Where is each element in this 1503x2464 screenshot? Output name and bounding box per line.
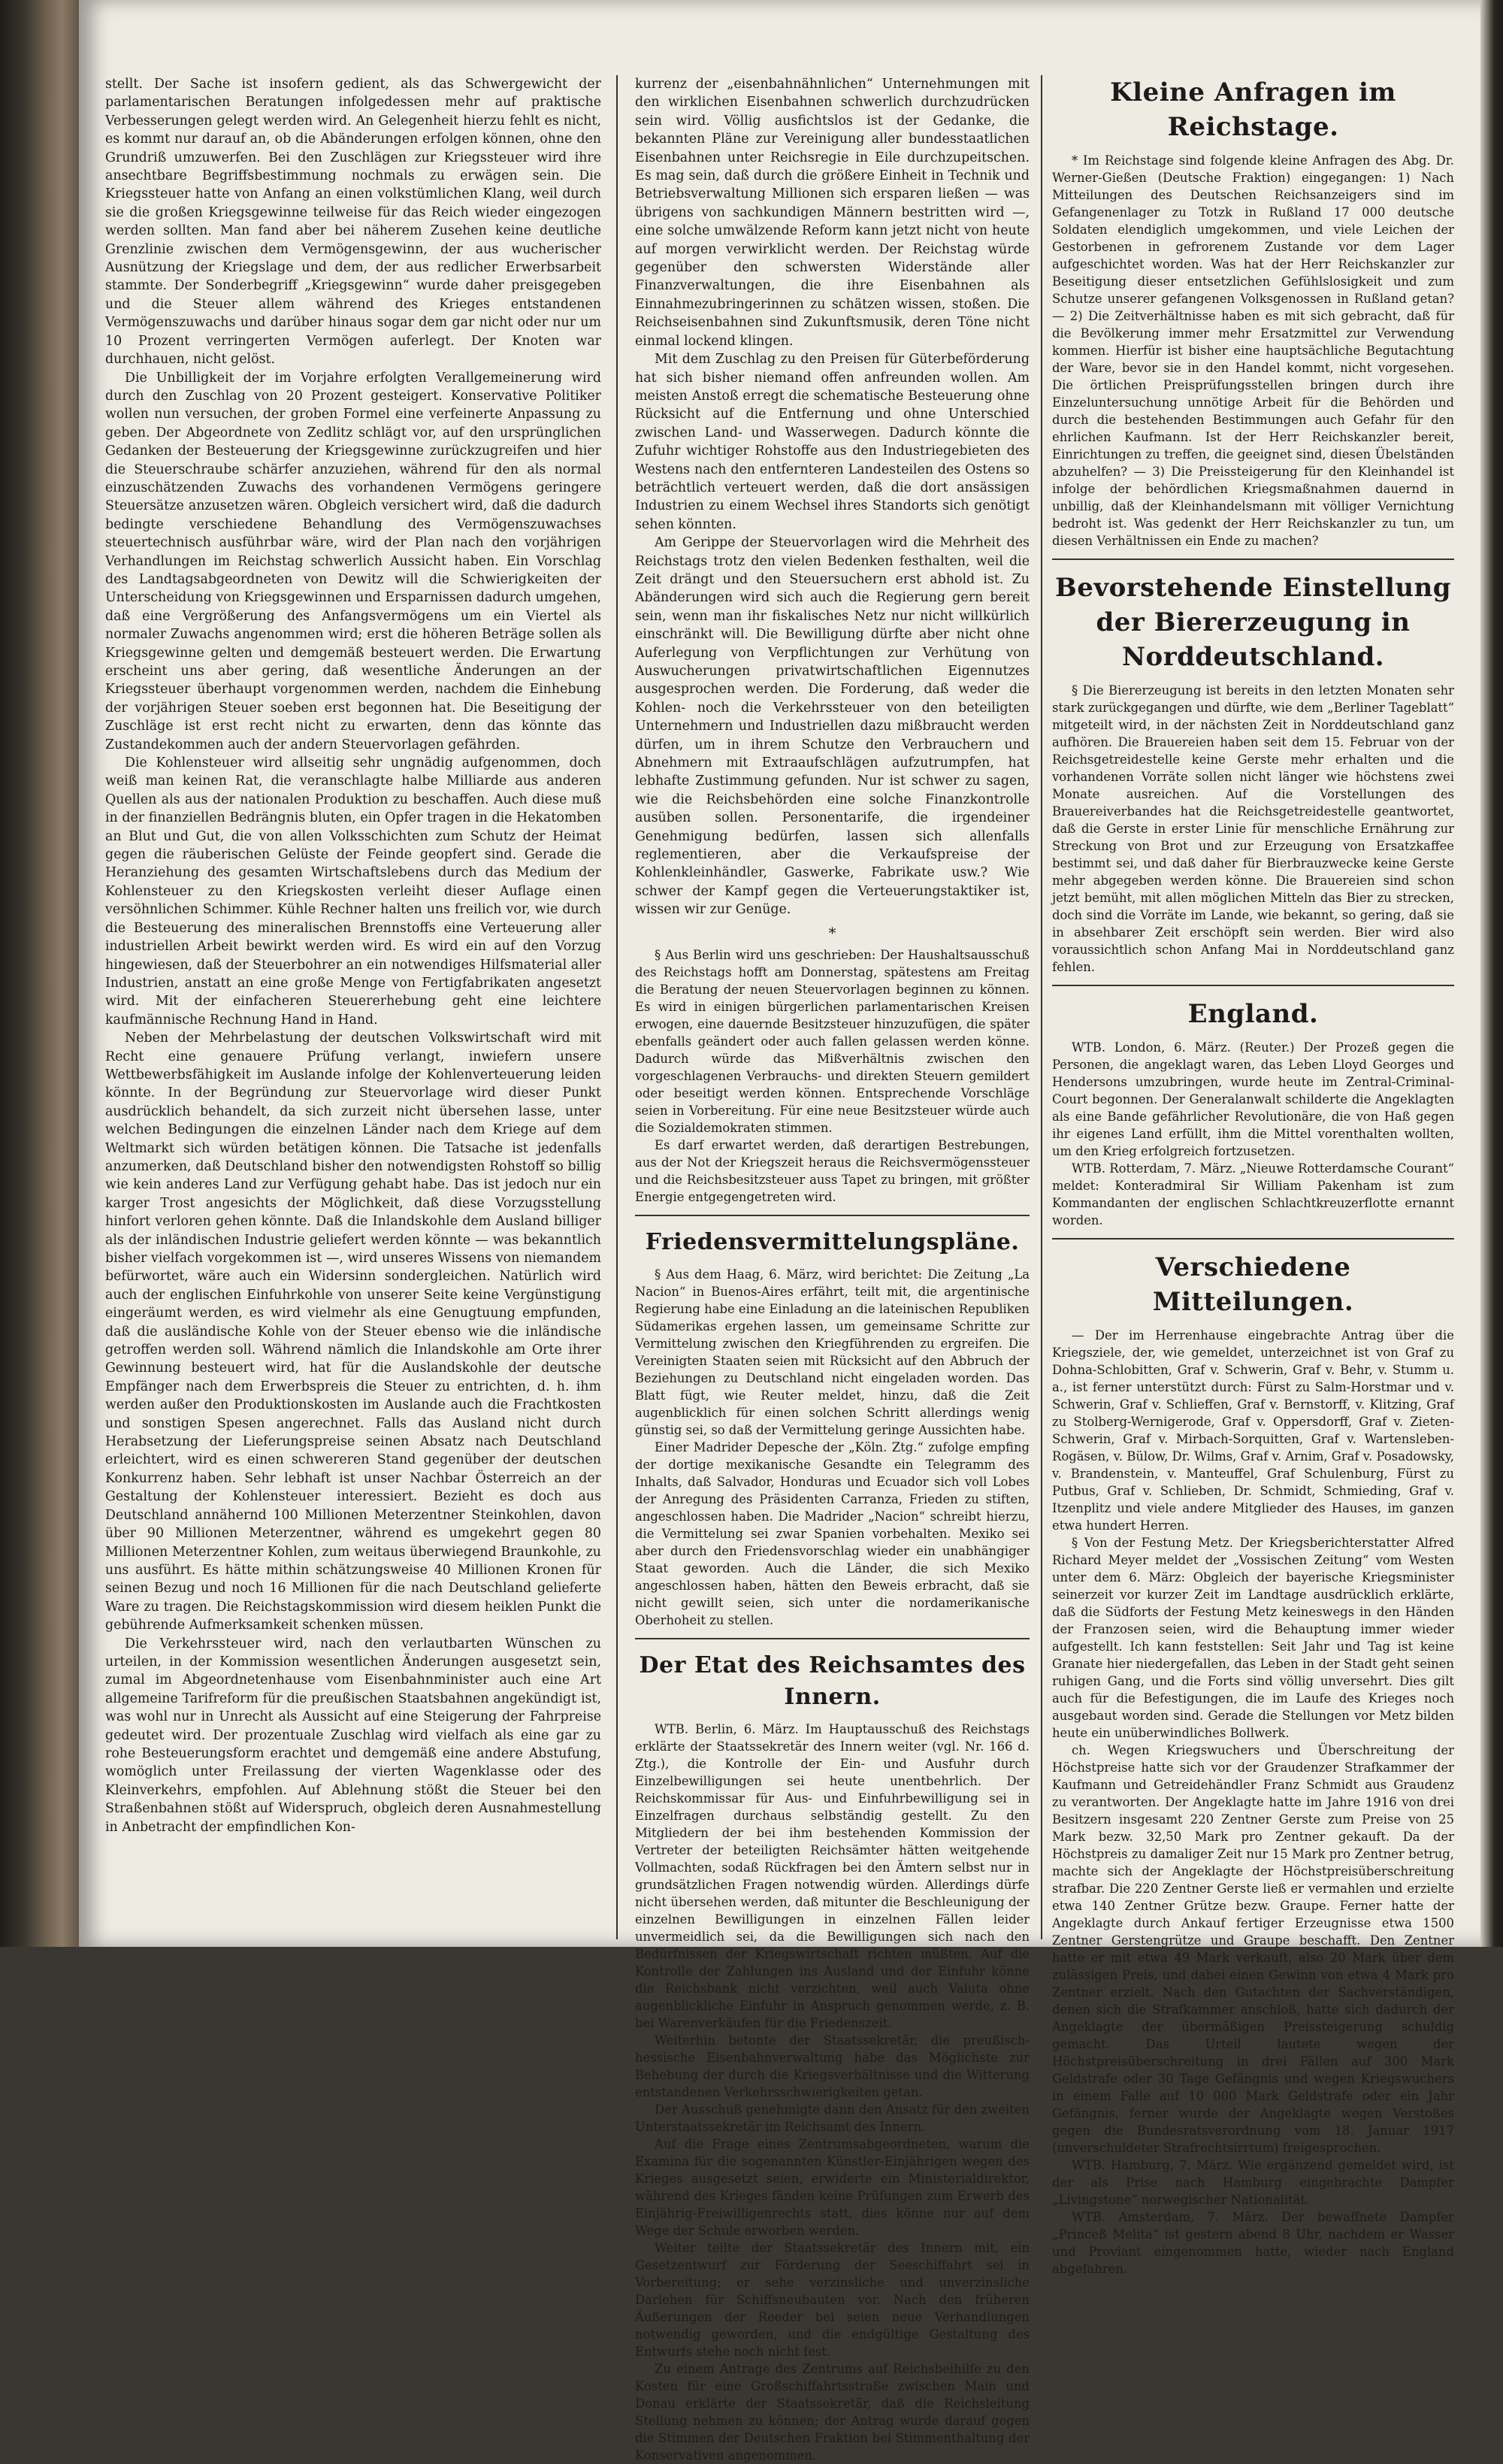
news-paragraph: Es darf erwartet werden, daß derartigen Bestrebungen, aus der Not der Kriegszeit heraus die Reichsvermögenssteuer und die Reichsbesitzsteuer auss Tapet zu bringen, mit größter Energie entgegengetreten wird.: [635, 1138, 1030, 1205]
book-spine-edge: [0, 0, 83, 1947]
column-middle: [635, 75, 1030, 2463]
article-paragraph: Die Unbilligkeit der im Vorjahre erfolgten Verallgemeinerung wird durch den Zuschlag von 20 Prozent gesteigert. Konservative Politiker wollen nun versuchen, der groben Formel eine verfeinerte Anpassung zu geben. Der Abgeordnete von Zedlitz schlägt vor, auf den ursprünglichen Gedanken der Besteuerung der Kriegsgewinne zurückzugreifen und hier die Steuerschraube schärfer anzuziehen, während für den als normal einzuschätzenden Zuwachs des vorhandenen Vermögens geringere Steuersätze anzusetzen wären. Obgleich versichert wird, daß die dadurch bedingte verschiedene Behandlung des Vermögenszuwachses steuertechnisch ausführbar wäre, wird der Plan nach den vorjährigen Verhandlungen im Reichstag schwerlich Aussicht haben. Ein Vorschlag des Landtagsabgeordneten von Dewitz will die Schwierigkeiten der Unterscheidung von Kriegsgewinnen und Ersparnissen dadurch umgehen, daß eine Vergrößerung des Anfangsvermögens um ein Viertel als normaler Zuwachs angenommen wird; erst die höheren Beträge sollen als Kriegsgewinne gelten und demgemäß besteuert werden. Die Erwartung erscheint uns aber gering, daß wesentliche Änderungen an der Kriegssteuer überhaupt vorgenommen werden, nachdem die Einhebung der vorjährigen Steuer soeben erst begonnen hat. Die Beseitigung der Zuschläge ist erst recht nicht zu erwarten, denn das könnte das Zustandekommen auch der andern Steuervorlagen gefährden.: [105, 370, 601, 752]
article-paragraph: Neben der Mehrbelastung der deutschen Volkswirtschaft wird mit Recht eine genauere Prüfung verlangt, inwiefern unsere Wettbewerbsfähigkeit im Auslande infolge der Kohlenverteuerung leiden könnte. In der Begründung zur Steuervorlage wird dieser Punkt ausdrücklich behandelt, da sich zurzeit nicht übersehen lasse, unter welchen Bedingungen die einzelnen Länder nach dem Kriege auf dem Weltmarkt sich würden betätigen können. Die Tatsache ist jedenfalls anzumerken, daß Deutschland bisher den notwendigsten Rohstoff so billig wie kein anderes Land zur Verfügung gehabt habe. Das ist jedoch nur ein karger Trost angesichts der Möglichkeit, daß diese Vorzugsstellung hinfort verloren gehen könnte. Daß die Inlandskohle dem Ausland billiger als der inländischen Industrie geliefert werden könnte — was bekanntlich bisher vielfach vorgekommen ist —, wird unseres Wissens von niemandem befürwortet, wäre auch ein Widersinn sondergleichen. Natürlich wird auch der englischen Einfuhrkohle von unserer Seite keine Vergünstigung eingeräumt werden, es wird vielmehr als eine Genugtuung empfunden, daß die ausländische Kohle von der Steuer ebenso wie die inländische getroffen werden soll. Während nämlich die Inlandskohle am Orte ihrer Gewinnung besteuert wird, hat für die Auslandskohle der deutsche Empfänger nach dem Erwerbspreis die Steuer zu entrichten, d. h. ihm werden außer den Produktionskosten im Auslande auch die Frachtkosten und sonstigen Spesen angerechnet. Falls das Ausland nicht durch Herabsetzung der Lieferungspreise seinen Absatz nach Deutschland erleichtert, wird es einen schwereren Stand gegenüber der deutschen Konkurrenz haben. Sehr lebhaft ist unser Nachbar Österreich an der Gestaltung der Kohlensteuer interessiert. Bezieht es doch aus Deutschland annähernd 100 Millionen Meterzentner Steinkohlen, davon über 90 Millionen Meterzentner, während es umgekehrt gegen 80 Millionen Meterzentner Kohlen, zum weitaus überwiegend Braunkohle, zu uns ausführt. Es hätte mithin schätzungsweise 40 Millionen Kronen für seinen Bezug und noch 16 Millionen für die nach Deutschland gelieferte Ware zu tragen. Die Reichstagskommission wird diesem heiklen Punkt die gebührende Aufmerksamkeit schenken müssen.: [105, 1031, 601, 1633]
section-divider: [635, 1638, 1030, 1639]
news-paragraph: WTB. London, 6. März. (Reuter.) Der Prozeß gegen die Personen, die angeklagt waren, das Leben Lloyd Georges und Hendersons umzubringen, wurde heute im Zentral-Criminal-Court begonnen. Der Generalanwalt schilderte die Angeklagten als eine Bande gefährlicher Revolutionäre, die von Haß gegen ihr eigenes Land erfüllt, ihm die Mittel vorenthalten wollten, um den Krieg erfolgreich fortzusetzen.: [1052, 1040, 1454, 1158]
article-paragraph: stellt. Der Sache ist insofern gedient, als das Schwergewicht der parlamentarischen Beratungen infolgedessen mehr auf praktische Verbesserungen gelegt werden wird. An Gelegenheit hierzu fehlt es nicht, es kommt nur darauf an, ob die Abänderungen erfolgen können, ohne den Grundriß umzuwerfen. Bei den Zuschlägen zur Kriegssteuer wird ihre ansechtbare Begriffsbestimmung nochmals zu erwägen sein. Die Kriegssteuer hatte von Anfang an einen volkstümlichen Klang, weil durch sie die großen Kriegsgewinne teilweise für das Reich wieder eingezogen werden sollten. Man fand aber bei näherem Zusehen keine deutliche Grenzlinie zwischen dem Vermögensgewinn, der aus wucherischer Ausnützung der Kriegslage und dem, der aus redlicher Erwerbsarbeit stammte. Der Sonderbegriff „Kriegsgewinn“ wurde daher preisgegeben und die Steuer allem während des Krieges entstandenen Vermögenszuwachs und darüber hinaus sogar dem gar nicht oder nur um 10 Prozent verringerten Vermögen auferlegt. Der Knoten war durchhauen, nicht gelöst.: [105, 77, 601, 368]
headline-peace: Friedensvermittelungspläne.: [645, 1229, 1020, 1256]
news-paragraph: * Im Reichstage sind folgende kleine Anfragen des Abg. Dr. Werner-Gießen (Deutsche Fraktion) eingegangen: 1) Nach Mitteilungen des Deutschen Reichsanzeigers sind im Gefangenenlager zu Totzk in Rußland 17 000 deutsche Soldaten elendiglich umgekommen, und viele Leichen der Gestorbenen in gefrorenem Zustande vor dem Lager aufgeschichtet worden. Was hat der Herr Reichskanzler zur Beseitigung dieser entsetzlichen Gefühlslosigkeit und zum Schutze unserer gefangenen Volksgenossen in Rußland getan? — 2) Die Zeitverhältnisse haben es mit sich gebracht, daß für die Bevölkerung immer mehr Ersatzmittel zur Verwendung kommen. Hierfür ist bisher eine hauptsächliche Begutachtung der Ware, bevor sie in den Handel kommt, nicht vorgesehen. Die örtlichen Preisprüfungsstellen bringen durch ihre Einzeluntersuchung unnötige Arbeit für die Behörden und durch die bestehenden Bestimmungen auch Gefahr für den ehrlichen Kaufmann. Ist der Herr Reichskanzler bereit, Einrichtungen zu treffen, die geeignet sind, diesen Übelständen abzuhelfen? — 3) Die Preissteigerung für den Kleinhandel ist infolge der behördlichen Kriegsmaßnahmen dauernd in unbillig, daß der Kleinhandelsmann mit völliger Vernichtung bedroht ist. Was gedenkt der Herr Reichskanzler zu tun, um diesen Verhältnissen ein Ende zu machen?: [1052, 153, 1454, 548]
article-paragraph: Die Verkehrssteuer wird, nach den verlautbarten Wünschen zu urteilen, in der Kommission wesentlichen Änderungen ausgesetzt sein, zumal im Abgeordnetenhause vom Eisenbahnminister auch eine Art allgemeine Tarifreform für die preußischen Staatsbahnen angekündigt ist, was wohl nur in Unrecht als Aussicht auf eine Steigerung der Fahrpreise gedeutet wird. Der prozentuale Zuschlag wird vielfach als eine gar zu rohe Besteuerungsform erachtet und demgemäß eine andere Abstufung, womöglich unter Freilassung der vierten Wagenklasse oder des Kleinverkehrs, empfohlen. Auf Ablehnung stößt die Steuer bei den Straßenbahnen stößt auf Widerspruch, obgleich deren Ausnahmestellung in Anbetracht der empfindlichen Kon-: [105, 1636, 601, 1835]
article-paragraph: Mit dem Zuschlag zu den Preisen für Güterbeförderung hat sich bisher niemand offen anfreunden wollen. Am meisten Anstoß erregt die schematische Besteuerung ohne Rücksicht auf die Entfernung und ohne Unterschied zwischen Land- und Wasserwegen. Dadurch könnte die Zufuhr wichtiger Rohstoffe aus den Industriegebieten des Westens nach den entfernteren Landesteilen des Ostens so beträchtlich verteuert werden, daß die dort ansässigen Industrien zu einem Wechsel ihres Standorts sich genötigt sehen könnten.: [635, 352, 1030, 532]
column-right: [1052, 75, 1454, 2276]
headline-anfragen: Kleine Anfragen im Reichstage.: [1110, 77, 1396, 142]
page-right-edge: [1480, 0, 1503, 1947]
column-left: [105, 75, 601, 1932]
news-paragraph: § Von der Festung Metz. Der Kriegsberichterstatter Alfred Richard Meyer meldet der „Vossischen Zeitung“ vom Westen unter dem 6. März: Obgleich der bayerische Kriegsminister seinerzeit vor kurzer Zeit im Landtage ausdrücklich erklärte, daß die Südforts der Festung Metz keineswegs in den Händen der Franzosen seien, wird die Behauptung immer wieder aufgestellt. Ich kann feststellen: Seit Jahr und Tag ist keine Granate hier niedergefallen, das Leben in der Stadt geht seinen ruhigen Gang, und die Forts sind völlig unversehrt. Dies gilt auch für die Befestigungen, die im Laufe des Krieges noch ausgebaut worden sind. Gerade die Stellungen vor Metz bilden heute ein unüberwindliches Bollwerk.: [1052, 1536, 1454, 1740]
article-paragraph: Die Kohlensteuer wird allseitig sehr ungnädig aufgenommen, doch weiß man keinen Rat, die veranschlagte halbe Milliarde aus anderen Quellen als aus der nationalen Produktion zu beschaffen. Auch diese muß in der finanziellen Bedrängnis bluten, ein Opfer tragen in die Hekatomben an Blut und Gut, die von allen Volksschichten zum Schutz der Heimat gegen die räuberischen Gelüste der Feinde geopfert sind. Gerade die Heranziehung des gesamten Wirtschaftslebens durch das Medium der Kohlensteuer zu den Kriegskosten verleiht dieser Auflage einen versöhnlichen Schimmer. Kühle Rechner halten uns freilich vor, wie durch die Besteuerung des mineralischen Brennstoffs eine Verteuerung aller industriellen Arbeit bewirkt werden wird. Es wird ein auf den Vorzug hingewiesen, daß der Steuerbohrer an ein notwendiges Hilfsmaterial aller Industrien, anstatt an eine große Menge von Fertigfabrikaten angesetzt wird. Mit der einfacheren Steuererhebung geht eine leichtere kaufmännische Rechnung Hand in Hand.: [105, 755, 601, 1028]
headline-england: England.: [1187, 999, 1319, 1029]
section-divider: [1052, 985, 1454, 986]
headline-etat: Der Etat des Reichsamtes des Innern.: [639, 1652, 1026, 1711]
headline-bier: Bevorstehende Einstellung der Biererzeugung in Norddeutschland.: [1054, 573, 1452, 672]
headline-misc: Verschiedene Mitteilungen.: [1152, 1252, 1354, 1317]
news-paragraph: § Die Biererzeugung ist bereits in den letzten Monaten sehr stark zurückgegangen und dürfte, wie dem „Berliner Tageblatt“ mitgeteilt wird, in der nächsten Zeit in Norddeutschland ganz aufhören. Die Brauereien haben seit dem 15. Februar von der Reichsgetreidestelle keine Gerste mehr erhalten und die vorhandenen Vorräte sollen nicht länger wie höchstens zwei Monate ausreichen. Auf die Vorstellungen des Brauereiverbandes hat die Reichsgetreidestelle geantwortet, daß die Gerste in erster Linie für menschliche Ernährung zur Streckung von Brot und zur Erzeugung von Ersatzkaffee bestimmt sei, und daß daher für Bierbrauzwecke keine Gerste mehr abgegeben werden könne. Die Brauereien sind schon jetzt bemüht, mit allen möglichen Mitteln das Bier zu strecken, doch sind die Vorräte im Lande, wie bekannt, so gering, daß sie in absehbarer Zeit erschöpft sein werden. Bier wird also voraussichtlich schon Anfang Mai in Norddeutschland ganz fehlen.: [1052, 683, 1454, 974]
column-rule: [1041, 75, 1042, 1939]
news-paragraph: WTB. Hamburg, 7. März. Wie ergänzend gemeldet wird, ist der als Prise nach Hamburg eingebrachte Dampfer „Livingstone“ norwegischer Nationalität.: [1052, 2158, 1454, 2207]
news-paragraph: § Aus Berlin wird uns geschrieben: Der Haushaltsausschuß des Reichstags hofft am Donnerstag, spätestens am Freitag die Beratung der neuen Steuervorlagen beginnen zu können. Es wird in einigen bürgerlichen parlamentarischen Kreisen erwogen, eine dauernde Besitzsteuer hinzuzufügen, die später ebenfalls geändert oder auch fallen gelassen werden könne. Dadurch würde das Mißverhältnis zwischen den vorgeschlagenen Verbrauchs- und direkten Steuern gemildert oder beseitigt werden können. Entsprechende Vorschläge seien in Vorbereitung. Für eine neue Besitzsteuer würde auch die Sozialdemokraten stimmen.: [635, 948, 1030, 1136]
column-rule: [616, 75, 618, 1939]
news-paragraph: — Der im Herrenhause eingebrachte Antrag über die Kriegsziele, der, wie gemeldet, unterzeichnet ist von Graf zu Dohna-Schlobitten, Graf v. Schwerin, Graf v. Behr, v. Stumm u. a., ist ferner unterstützt durch: Fürst zu Salm-Horstmar und v. Schwerin, Graf v. Schlieffen, Graf v. Bernstorff, v. Klitzing, Graf zu Stolberg-Wernigerode, Graf v. Oppersdorff, Graf v. Zieten-Schwerin, Graf v. Mirbach-Sorquitten, Graf v. Wartensleben-Rogäsen, v. Bülow, Dr. Wilms, Graf v. Arnim, Graf v. Posadowsky, v. Brandenstein, v. Manteuffel, Graf Schulenburg, Fürst zu Putbus, Graf v. Schlieben, Dr. Schmidt, Schmieding, Graf v. Itzenplitz und viele andere Mitglieder des Hauses, im ganzen etwa hundert Herren.: [1052, 1328, 1454, 1533]
news-paragraph: WTB. Amsterdam, 7. März. Der bewaffnete Dampfer „Princeß Melita“ ist gestern abend 8 Uhr, nachdem er Wasser und Proviant eingenommen hatte, wieder nach England abgefahren.: [1052, 2210, 1454, 2276]
section-divider: [1052, 1238, 1454, 1240]
section-separator-star: *: [828, 923, 836, 942]
news-paragraph: Weiterhin betonte der Staatssekretär, die preußisch-hessische Eisenbahnverwaltung habe das Möglichste zur Behebung der durch die Kriegsverhältnisse und die Witterung entstandenen Verkehrsschwierigkeiten getan.: [635, 2033, 1030, 2100]
news-paragraph: ch. Wegen Kriegswuchers und Überschreitung der Höchstpreise hatte sich vor der Graudenzer Strafkammer der Kaufmann und Getreidehändler Franz Schmidt aus Graudenz zu verantworten. Der Angeklagte hatte im Jahre 1916 von drei Besitzern insgesamt 220 Zentner Gerste zum Preise von 25 Mark bezw. 32,50 Mark pro Zentner gekauft. Da der Höchstpreis zu damaliger Zeit nur 15 Mark pro Zentner betrug, machte sich der Angeklagte der Höchstpreisüberschreitung strafbar. Die 220 Zentner Gerste ließ er vermahlen und erzielte etwa 140 Zentner Grütze bezw. Graupe. Ferner hatte der Angeklagte durch Ankauf fertiger Erzeugnisse etwa 1500 Zentner Gerstengrütze und Graupe beschafft. Den Zentner hatte er mit etwa 49 Mark verkauft, also 20 Mark über dem zulässigen Preis, und dabei einen Gewinn von etwa 4 Mark pro Zentner erzielt. Nach den Gutachten der Sachverständigen, denen sich die Strafkammer anschloß, hatte sich dadurch der Angeklagte der übermäßigen Preissteigerung schuldig gemacht. Das Urteil lautete wegen der Höchstpreisüberschreitung in drei Fällen auf 300 Mark Geldstrafe oder 30 Tage Gefängnis und wegen Kriegswuchers in einem Falle auf 10 000 Mark Geldstrafe oder ein Jahr Gefängnis, ferner wurde der Angeklagte wegen Verstoßes gegen die Bundesratsverordnung vom 18. Januar 1917 (unverschuldeter Strafrechtsirrtum) freigesprochen.: [1052, 1743, 1454, 2155]
news-paragraph: WTB. Rotterdam, 7. März. „Nieuwe Rotterdamsche Courant“ meldet: Konteradmiral Sir William Pakenham ist zum Kommandanten der englischen Schlachtkreuzerflotte ernannt worden.: [1052, 1161, 1454, 1227]
news-paragraph: Einer Madrider Depesche der „Köln. Ztg.“ zufolge empfing der dortige mexikanische Gesandte ein Telegramm des Inhalts, daß Salvador, Honduras und Ecuador sich voll Lobes der Anregung des Präsidenten Carranza, Frieden zu stiften, angeschlossen haben. Die Madrider „Nacion“ schreibt hierzu, die Vermittelung sei zwar Spanien vorbehalten. Mexiko sei aber durch den Friedensvorschlag wieder ein unabhängiger Staat geworden. Auch die Länder, die sich Mexiko angeschlossen haben, hätten den Beweis erbracht, daß sie nicht gewillt seien, sich unter die nordamerikanische Oberhoheit zu stellen.: [635, 1440, 1030, 1628]
news-paragraph: Weiter teilte der Staatssekretär des Innern mit, ein Gesetzentwurf zur Förderung der Seeschiffahrt sei in Vorbereitung; er sehe verzinsliche und unverzinsliche Darlehen für Schiffsneubauten vor. Nach den früheren Äußerungen der Reeder bei seien neue Verhandlungen notwendig geworden, und die endgültige Gestaltung des Entwurfs stehe noch nicht fest.: [635, 2241, 1030, 2360]
article-paragraph: kurrenz der „eisenbahnähnlichen“ Unternehmungen mit den wirklichen Eisenbahnen schwerlich durchzudrücken sein wird. Völlig ausfichtslos ist der Gedanke, die bekannten Pläne zur Vereinigung aller bundesstaatlichen Eisenbahnen unter Reichsregie in Eile durchzupeitschen. Es mag sein, daß durch die größere Einheit in Technik und Betriebsverwaltung Millionen sich ersparen ließen — was übrigens von sachkundigen Männern bestritten wird —, eine solche umwälzende Reform kann jetzt nicht von heute auf morgen verwirklicht werden. Der Reichstag würde gegenüber den schwersten Widerstände aller Finanzverwaltungen, die ihre Eisenbahnen als Einnahmezubringerinnen zu schätzen wissen, stoßen. Die Reichseisenbahnen sind Zukunftsmusik, deren Töne nicht einmal lockend klingen.: [635, 77, 1030, 349]
news-paragraph: WTB. Berlin, 6. März. Im Hauptausschuß des Reichstags erklärte der Staatssekretär des Innern weiter (vgl. Nr. 166 d. Ztg.), die Kontrolle der Ein- und Ausfuhr durch Einzelbewilligungen sei heute unentbehrlich. Der Reichskommissar für Aus- und Einfuhrbewilligung sei in Einzelfragen durchaus selbständig gestellt. Zu den Mitgliedern der bei ihm bestehenden Kommission der Vertreter der beteiligten Reichsämter hätten weitgehende Vollmachten, sodaß Rückfragen bei den Ämtern selbst nur in grundsätzlichen Fragen notwendig würden. Allerdings dürfe nicht übersehen werden, daß mitunter die Beschleunigung der einzelnen Bewilligungen in einzelnen Fällen leider unvermeidlich sei, da die Bewilligungen sich nach den Bedürfnissen der Kriegswirtschaft richten müßten. Auf die Kontrolle der Zahlungen ins Ausland und der Einfuhr könne die Reichsbank nicht verzichten, weil auch Valuta ohne augenblickliche Einfuhr in Anspruch genommen werde, z. B. bei Warenverkäufen für die Friedenszeit.: [635, 1722, 1030, 2031]
article-paragraph: Am Gerippe der Steuervorlagen wird die Mehrheit des Reichstags trotz den vielen Bedenken festhalten, weil die Zeit drängt und den Steuersuchern erst abhold ist. Zu Abänderungen wird sich auch die Regierung gern bereit sein, wenn man ihr fiskalisches Netz nur nicht willkürlich einschränkt will. Die Bewilligung dürfte aber nicht ohne Auferlegung von Verpflichtungen zur Verhütung von Auswucherungen privatwirtschaftlichen Eigennutzes ausgesprochen werden. Die Forderung, daß weder die Kohlen- noch die Verkehrssteuer von den beteiligten Unternehmern und Industriellen dazu mißbraucht werden dürfen, um in ihrem Schutze den Verbrauchern und Abnehmern mit Extraaufschlägen aufzutrumpfen, hat lebhafte Zustimmung gefunden. Nur ist schwer zu sagen, wie die Reichsbehörden eine solche Finanzkontrolle ausüben sollen. Personentarife, die irgendeiner Genehmigung bedürfen, lassen sich allenfalls reglementieren, aber die Verkaufspreise der Kohlenkleinhändler, Gaswerke, Fabrikate usw.? Wie schwer der Kampf gegen die Verteuerungstaktiker ist, wissen wir zur Genüge.: [635, 535, 1030, 918]
news-paragraph: Zu einem Antrage des Zentrums auf Reichsbeihilfe zu den Kosten für eine Großschiffahrtsstraße zwischen Main und Donau erklärte der Staatssekretär, daß die Reichsleitung Stellung nehmen zu können; der Antrag wurde darauf gegen die Stimmen der Deutschen Fraktion bei Stimmenthaltung der Konservativen angenommen.: [635, 2362, 1030, 2463]
section-divider: [635, 1215, 1030, 1216]
news-paragraph: Auf die Frage eines Zentrumsabgeordneten, warum die Examina für die sogenannten Künstler-Einjährigen wegen des Krieges ausgesetzt seien, erwiderte ein Ministerialdirektor, während des Krieges fänden keine Prüfungen zum Erwerb des Einjährig-Freiwilligenrechts statt, dies könne nur auf dem Wege der Schule erworben werden.: [635, 2137, 1030, 2238]
news-paragraph: § Aus dem Haag, 6. März, wird berichtet: Die Zeitung „La Nacion“ in Buenos-Aires erfährt, teilt mit, die argentinische Regierung habe eine Einladung an die lateinischen Republiken Südamerikas ergehen lassen, um gemeinsame Schritte zur Vermittelung zwischen den Kriegführenden zu ergreifen. Die Vereinigten Staaten seien mit Rücksicht auf den Abbruch der Beziehungen zu Deutschland nicht eingeladen worden. Das Blatt fügt, wie Reuter meldet, hinzu, daß die Zeit augenblicklich für einen solchen Schritt allerdings wenig günstig sei, so daß der Vermittelung geringe Aussichten habe.: [635, 1267, 1030, 1438]
news-paragraph: Der Ausschuß genehmigte dann den Ansatz für den zweiten Unterstaatssekretär im Reichsamt des Innern.: [635, 2102, 1030, 2135]
section-divider: [1052, 558, 1454, 560]
